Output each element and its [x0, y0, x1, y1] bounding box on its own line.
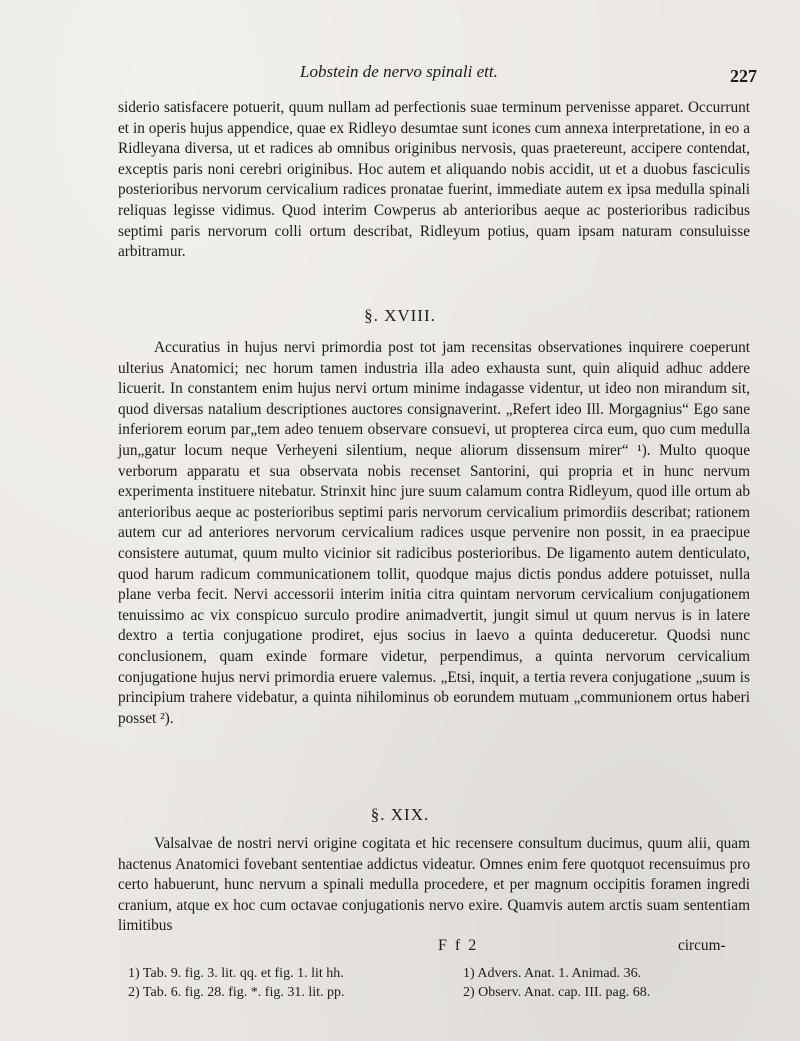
catchword: circum-: [678, 937, 726, 954]
signature-mark: F f 2: [438, 937, 479, 954]
section-19-heading: §. XIX.: [370, 805, 430, 824]
section-19-block: [118, 834, 750, 937]
footnotes-left-column: [128, 964, 428, 1002]
section-18-paragraph: Accuratius in hujus nervi primordia post tot jam recensitas observationes inquirere coeperunt ulterius Anatomici; nec horum tamen industria illa adeo exhausta sunt, quin aliquid adhuc addere licuerit. In constantem enim hujus nervi ortum minime indagasse videntur, ut ideo non mirandum sit, quod diversas natalium descriptiones auctores consignaverint. „Refert ideo Ill. Morgagnius“ Ego sane inferiorem eorum par„tem adeo tenuem observare consuevi, ut propterea circa eum, quo cum medulla jun„gatur locum neque Verheyeni silentium, neque aliorum dissensum mirer“ ¹). Multo quoque verborum apparatu et sua observata nobis recenset Santorini, qui propria et in hunc nervum experimenta instituere nitebatur. Strinxit hinc jure suum calamum contra Ridleyum, quod ille ortum ab anterioribus aeque ac posterioribus septimi paris nervorum cervicalium primordiis describat; rationem autem cur ad anteriores nervorum cervicalium radices usque pervenire non possit, in ea praecipue consistere autumat, quum multo vicinior sit radicibus posterioribus. De ligamento autem denticulato, quod harum radicum communicationem tollit, quodque majus dictis pondus addere potuisset, nulla plane verba fecit. Nervi accessorii interim initia citra quintam nervorum cervicalium conjugationem tenuissimo ac vix conspicuo surculo prodire animadvertit, jungit simul ut quum nervus is in latere dextro a tertia conjugatione prodiret, ejus socius in laevo a quinta deduceretur. Quodsi nunc conclusionem, quam exinde formare videtur, perpendimus, a quinta nervorum cervicalium conjugatione hujus nervi primordia eruere valemus. „Etsi, inquit, a tertia revera conjugatione „suum is principium trahere videbatur, a quinta nihilominus ob eorundem mutuam „communionem ortus haberi posset ²).: [118, 339, 750, 727]
footnotes-right-column: [463, 964, 753, 1002]
section-18-heading: §. XVIII.: [364, 306, 436, 325]
footnote-left-1: 1) Tab. 9. fig. 3. lit. qq. et fig. 1. lit hh.: [128, 966, 344, 981]
section-19-paragraph: Valsalvae de nostri nervi origine cogitata et hic recensere consultum ducimus, quum alii, quam hactenus Anatomici fovebant sententiae addictus videatur. Omnes enim fere quotquot recensuimus pro certo habuerunt, hunc nervum a spinali medulla procedere, et per magnum occipitis foramen ingredi cranium, atque ex hoc cum octavae conjugationis nervo exire. Quamvis autem arctis suam sententiam limitibus: [118, 835, 750, 935]
footnote-right-2: 2) Observ. Anat. cap. III. pag. 68.: [463, 985, 651, 1000]
top-paragraph: siderio satisfacere potuerit, quum nullam ad perfectionis suae terminum pervenisse apparet. Occurrunt et in operis hujus appendice, quae ex Ridleyo desumtae sunt icones cum annexa interpretatione, in eo a Ridleyana diversa, ut et radices ab omnibus originibus nervosis, quas praetereunt, accipere contendat, exceptis paris noni cerebri originibus. Hoc autem et aliquando nobis accidit, ut et a duobus fasciculis posterioribus nervorum cervicalium radices pronatae fuerint, immediate autem ex ipsa medulla spinali reliquas legisse vidimus. Quod interim Cowperus ab anterioribus aeque ac posterioribus radicibus septimi paris nervorum colli ortum describat, Ridleyum potius, quam ipsam naturam consuluisse arbitramur.: [118, 99, 750, 261]
running-head: Lobstein de nervo spinali ett.: [300, 62, 498, 81]
footnote-left-2: 2) Tab. 6. fig. 28. fig. *. fig. 31. lit. pp.: [128, 985, 345, 1000]
footnote-right-1: 1) Advers. Anat. 1. Animad. 36.: [463, 966, 642, 981]
section-18-block: [118, 338, 750, 729]
top-paragraph-block: [118, 98, 750, 263]
page-number: 227: [730, 66, 757, 86]
